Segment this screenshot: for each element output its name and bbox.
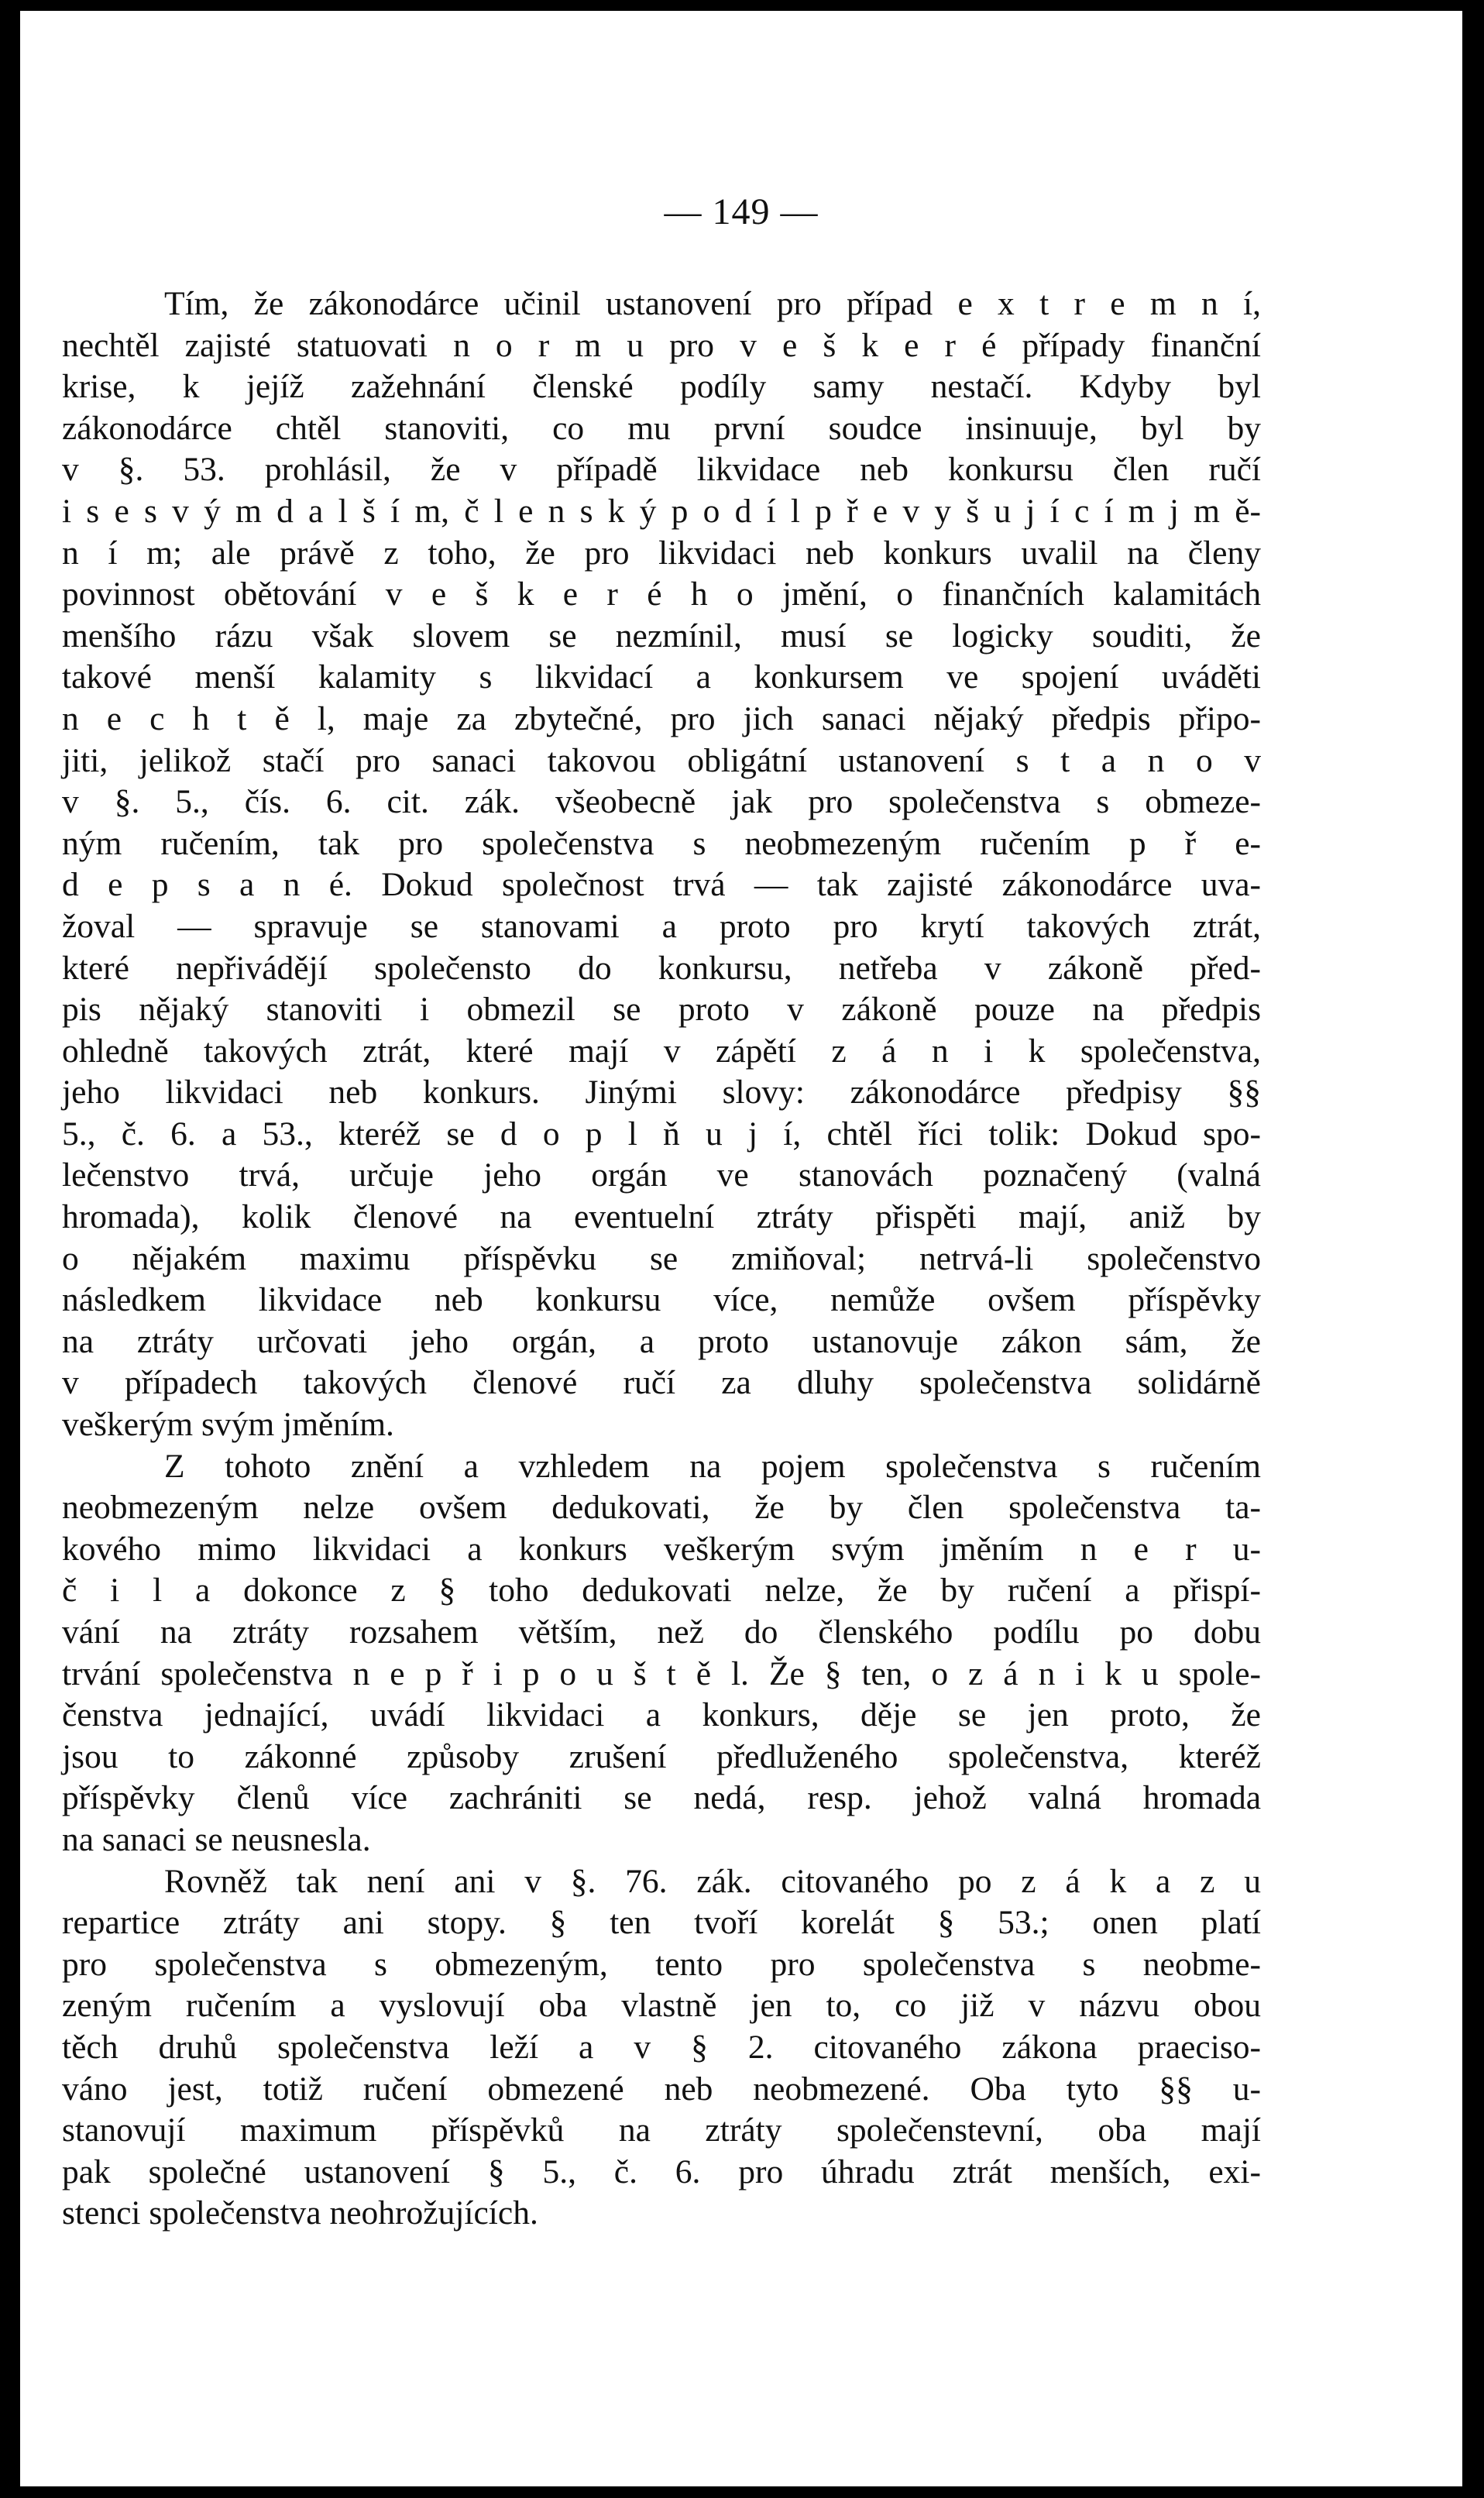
text-line: krise, k jejíž zažehnání členské podíly samy nestačí. Kdyby byl <box>62 368 1261 406</box>
text-line: jeho likvidaci neb konkurs. Jinými slovy: zákonodárce předpisy §§ <box>62 1074 1261 1112</box>
text-line: čenstva jednající, uvádí likvidaci a konkurs, děje se jen proto, že <box>62 1696 1261 1734</box>
text-line: jsou to zákonné způsoby zrušení předluženého společenstva, kteréž <box>62 1737 1261 1775</box>
text-line: žoval — spravuje se stanovami a proto pro krytí takových ztrát, <box>62 907 1261 945</box>
text-line: neobmezeným nelze ovšem dedukovati, že by člen společenstva ta- <box>62 1489 1261 1527</box>
text-line: pak společné ustanovení § 5., č. 6. pro úhradu ztrát menších, exi- <box>62 2153 1261 2190</box>
text-line: repartice ztráty ani stopy. § ten tvoří korelát § 53.; onen platí <box>62 1904 1261 1942</box>
text-line: kového mimo likvidaci a konkurs veškerým svým jměním n e r u- <box>62 1530 1261 1568</box>
text-line: které nepřivádějí společensto do konkursu, netřeba v zákoně před- <box>62 949 1261 987</box>
text-line: o nějakém maximu příspěvku se zmiňoval; netrvá-li společenstvo <box>62 1239 1261 1277</box>
text-line: Z tohoto znění a vzhledem na pojem společenstva s ručením <box>164 1447 1261 1485</box>
body-text <box>62 283 1261 2235</box>
text-line: jiti, jelikož stačí pro sanaci takovou obligátní ustanovení s t a n o v <box>62 741 1261 779</box>
text-line: n í m; ale právě z toho, že pro likvidaci neb konkurs uvalil na členy <box>62 534 1261 572</box>
text-line: d e p s a n é. Dokud společnost trvá — tak zajisté zákonodárce uva- <box>62 866 1261 904</box>
text-line: zeným ručením a vyslovují oba vlastně jen to, co již v názvu obou <box>62 1987 1261 2025</box>
text-line: v §. 5., čís. 6. cit. zák. všeobecně jak pro společenstva s obmeze- <box>62 783 1261 821</box>
text-line: lečenstvo trvá, určuje jeho orgán ve stanovách poznačený (valná <box>62 1156 1261 1194</box>
book-page <box>20 11 1462 2486</box>
paragraph <box>62 283 1261 1446</box>
text-line: č i l a dokonce z § toho dedukovati nelze, že by ručení a přispí- <box>62 1572 1261 1610</box>
text-line: Tím, že zákonodárce učinil ustanovení pro případ e x t r e m n í, <box>164 285 1261 322</box>
paragraph <box>62 1446 1261 1861</box>
text-line: na sanaci se neusnesla. <box>62 1820 371 1858</box>
text-line: ohledně takových ztrát, které mají v zápětí z á n i k společenstva, <box>62 1032 1261 1070</box>
text-line: těch druhů společenstva leží a v § 2. citovaného zákona praeciso- <box>62 2028 1261 2066</box>
text-line: na ztráty určovati jeho orgán, a proto ustanovuje zákon sám, že <box>62 1322 1261 1360</box>
page-number: — 149 — <box>664 191 819 232</box>
text-line: v případech takových členové ručí za dluhy společenstva solidárně <box>62 1364 1261 1402</box>
text-line: veškerým svým jměním. <box>62 1406 394 1444</box>
text-line: 5., č. 6. a 53., kteréž se d o p l ň u j í, chtěl říci tolik: Dokud spo- <box>62 1115 1261 1153</box>
text-line: pis nějaký stanoviti i obmezil se proto v zákoně pouze na předpis <box>62 991 1261 1029</box>
paragraph <box>62 1861 1261 2235</box>
text-line: trvání společenstva n e p ř i p o u š t ě l. Že § ten, o z á n i k u spole- <box>62 1654 1261 1692</box>
text-line: zákonodárce chtěl stanoviti, co mu první soudce insinuuje, byl by <box>62 409 1261 447</box>
text-line: povinnost obětování v e š k e r é h o jmění, o finančních kalamitách <box>62 576 1261 613</box>
text-line: pro společenstva s obmezeným, tento pro společenstva s neobme- <box>62 1945 1261 1983</box>
text-line: následkem likvidace neb konkursu více, nemůže ovšem příspěvky <box>62 1281 1261 1319</box>
text-line: hromada), kolik členové na eventuelní ztráty přispěti mají, aniž by <box>62 1198 1261 1236</box>
text-line: příspěvky členů více zachrániti se nedá, resp. jehož valná hromada <box>62 1779 1261 1817</box>
text-line: ným ručením, tak pro společenstva s neobmezeným ručením p ř e- <box>62 824 1261 862</box>
text-line: Rovněž tak není ani v §. 76. zák. citovaného po z á k a z u <box>164 1862 1261 1900</box>
text-line: stanovují maximum příspěvků na ztráty společenstevní, oba mají <box>62 2111 1261 2149</box>
text-line: váno jest, totiž ručení obmezené neb neobmezené. Oba tyto §§ u- <box>62 2070 1261 2108</box>
text-line: stenci společenstva neohrožujících. <box>62 2194 538 2232</box>
text-line: vání na ztráty rozsahem větším, než do členského podílu po dobu <box>62 1613 1261 1651</box>
text-line: n e c h t ě l, maje za zbytečné, pro jich sanaci nějaký předpis připo- <box>62 699 1261 737</box>
text-line: nechtěl zajisté statuovati n o r m u pro v e š k e r é případy finanční <box>62 326 1261 364</box>
text-line: i s e s v ý m d a l š í m, č l e n s k ý p o d í l p ř e v y š u j í c í m j m ě- <box>62 492 1261 530</box>
text-line: takové menší kalamity s likvidací a konkursem ve spojení uváděti <box>62 658 1261 696</box>
text-line: menšího rázu však slovem se nezmínil, musí se logicky souditi, že <box>62 617 1261 655</box>
text-line: v §. 53. prohlásil, že v případě likvidace neb konkursu člen ručí <box>62 451 1261 489</box>
